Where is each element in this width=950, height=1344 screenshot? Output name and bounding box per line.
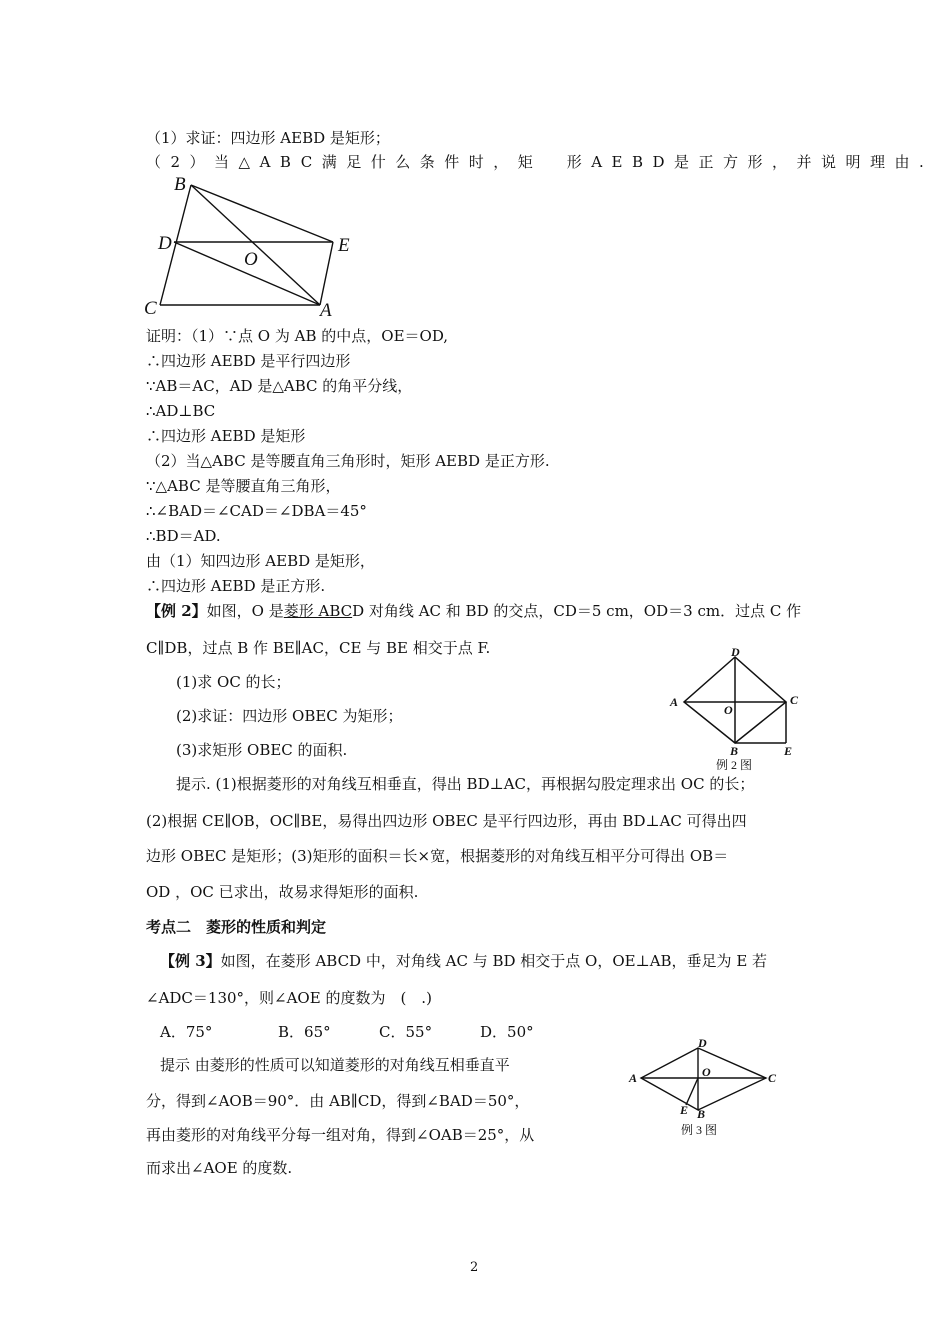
fig1-label-E: E [338, 235, 350, 256]
fig2-caption: 例 2 图 [716, 758, 753, 772]
fig2-label-D: D [731, 645, 740, 659]
example-3-line-2: ∠ADC＝130°，则∠AOE 的度数为 ( .) [146, 989, 432, 1007]
example-2-tag: 【例 2】 [146, 602, 207, 620]
fig2-label-B: B [730, 744, 739, 758]
example-2-sub-1: (1)求 OC 的长； [176, 673, 291, 691]
proof-line-8: ∴∠BAD＝∠CAD＝∠DBA＝45° [146, 502, 367, 520]
example-2-hint-3: 边形 OBEC 是矩形；(3)矩形的面积＝长×宽，根据菱形的对角线互相平分可得出 OB＝ [146, 847, 729, 865]
section-heading-2: 考点二 菱形的性质和判定 [146, 918, 327, 936]
fig1-label-C: C [144, 298, 157, 319]
example-3-line-1 [160, 951, 767, 971]
fig2-label-C: C [790, 693, 799, 707]
option-b: B．65° [278, 1023, 331, 1041]
example-2-intro-b: D 对角线 AC 和 BD 的交点，CD＝5 cm，OD＝3 cm．过点 C 作 [352, 602, 802, 620]
figure-1-parallelogram [140, 170, 360, 320]
proof-line-1: 证明：（1）∵点 O 为 AB 的中点，OE＝OD, [146, 327, 449, 345]
page-number: 2 [470, 1260, 479, 1275]
proof-line-5: ∴四边形 AEBD 是矩形 [146, 427, 306, 445]
figure-2-rhombus [660, 640, 820, 775]
example-2-intro-underlined: 菱形 ABC [283, 602, 353, 620]
example-2-hint-4: OD ，OC 已求出，故易求得矩形的面积. [146, 883, 419, 901]
option-d: D．50° [480, 1023, 534, 1041]
proof-line-9: ∴BD＝AD. [146, 527, 221, 545]
q1-part2: （2）当△ABC满足什么条件时，矩 形AEBD是正方形，并说明理由. [146, 153, 934, 171]
example-3-hint-4: 而求出∠AOE 的度数. [146, 1159, 293, 1177]
proof-line-7: ∵△ABC 是等腰直角三角形， [146, 477, 341, 495]
example-3-hint-3: 再由菱形的对角线平分每一组对角，得到∠OAB＝25°，从 [146, 1126, 535, 1144]
example-2-intro [146, 601, 801, 621]
example-3-hint-1: 提示 由菱形的性质可以知道菱形的对角线互相垂直平 [160, 1056, 510, 1074]
figure-3-rhombus [625, 1030, 795, 1145]
example-2-line-2: C∥DB，过点 B 作 BE∥AC，CE 与 BE 相交于点 F. [146, 639, 491, 657]
example-3-tag: 【例 3】 [160, 952, 221, 970]
fig3-label-E: E [680, 1103, 689, 1117]
proof-line-3: ∵AB＝AC，AD 是△ABC 的角平分线， [146, 377, 413, 395]
fig2-label-E: E [784, 744, 793, 758]
example-3-hint-2: 分，得到∠AOB＝90°．由 AB∥CD，得到∠BAD＝50°， [146, 1092, 530, 1110]
fig3-caption: 例 3 图 [681, 1123, 718, 1137]
q1-part1: （1）求证：四边形 AEBD 是矩形； [146, 129, 390, 147]
fig3-label-O: O [702, 1065, 711, 1079]
example-2-hint-2: (2)根据 CE∥OB，OC∥BE，易得出四边形 OBEC 是平行四边形，再由 BD⊥AC 可得出四 [146, 812, 747, 830]
fig1-label-A: A [320, 300, 332, 321]
fig1-label-B: B [174, 174, 186, 195]
option-c: C．55° [379, 1023, 433, 1041]
example-2-intro-a: 如图，O 是 [206, 602, 284, 620]
fig3-label-D: D [698, 1036, 707, 1050]
proof-line-6: （2）当△ABC 是等腰直角三角形时，矩形 AEBD 是正方形. [146, 452, 550, 470]
fig3-label-C: C [768, 1071, 777, 1085]
fig2-label-A: A [670, 695, 679, 709]
fig2-label-O: O [724, 703, 733, 717]
example-2-sub-3: (3)求矩形 OBEC 的面积. [176, 741, 348, 759]
fig3-label-A: A [629, 1071, 638, 1085]
example-2-sub-2: (2)求证：四边形 OBEC 为矩形； [176, 707, 403, 725]
proof-line-10: 由（1）知四边形 AEBD 是矩形， [146, 552, 375, 570]
proof-line-4: ∴AD⊥BC [146, 402, 216, 420]
proof-line-2: ∴四边形 AEBD 是平行四边形 [146, 352, 351, 370]
example-2-hint-1: 提示. (1)根据菱形的对角线互相垂直，得出 BD⊥AC，再根据勾股定理求出 OC 的长； [176, 775, 755, 793]
fig3-label-B: B [697, 1107, 706, 1121]
proof-line-11: ∴四边形 AEBD 是正方形. [146, 577, 326, 595]
fig1-label-O: O [244, 249, 258, 270]
option-a: A．75° [160, 1023, 213, 1041]
fig1-label-D: D [158, 233, 172, 254]
example-3-text: 如图，在菱形 ABCD 中，对角线 AC 与 BD 相交于点 O，OE⊥AB，垂足为 E 若 [220, 952, 768, 970]
